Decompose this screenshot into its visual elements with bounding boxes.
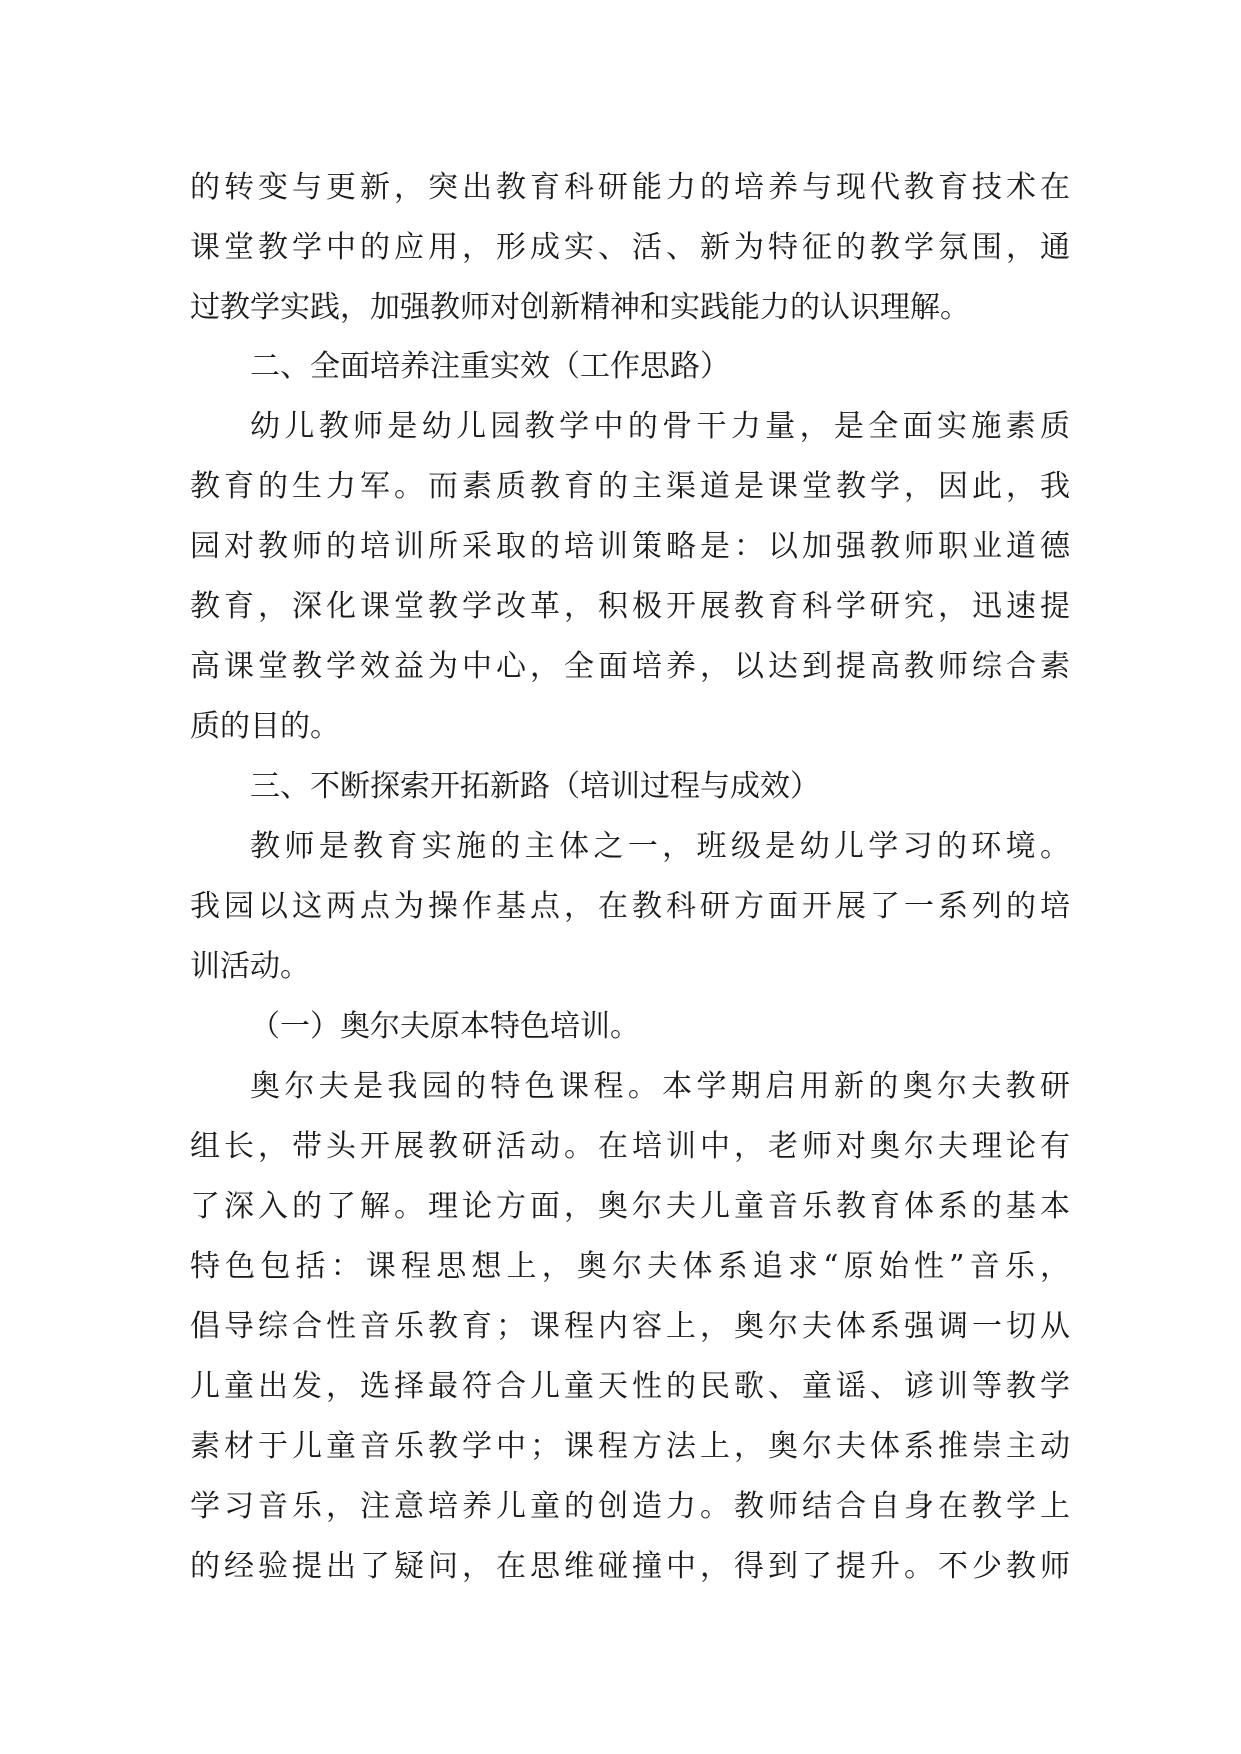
section-heading: 二、全面培养注重实效（工作思路） [250, 349, 730, 384]
paragraph-line: 奥尔夫是我园的特色课程。本学期启用新的奥尔夫教研 [250, 1069, 1070, 1104]
paragraph-line: 幼儿教师是幼儿园教学中的骨干力量，是全面实施素质 [250, 409, 1070, 444]
paragraph-line: 教育，深化课堂教学改革，积极开展教育科学研究，迅速提 [190, 589, 1070, 624]
paragraph-line: 特色包括：课程思想上，奥尔夫体系追求“原始性”音乐， [190, 1249, 1070, 1284]
paragraph-line: 了深入的了解。理论方面，奥尔夫儿童音乐教育体系的基本 [190, 1189, 1070, 1224]
paragraph-line: 教育的生力军。而素质教育的主渠道是课堂教学，因此，我 [190, 469, 1070, 504]
section-heading: 三、不断探索开拓新路（培训过程与成效） [250, 769, 820, 804]
paragraph-line: 倡导综合性音乐教育；课程内容上，奥尔夫体系强调一切从 [190, 1309, 1070, 1344]
paragraph-line: 园对教师的培训所采取的培训策略是：以加强教师职业道德 [190, 529, 1070, 564]
paragraph-line: 训活动。 [190, 949, 310, 984]
paragraph-line: 组长，带头开展教研活动。在培训中，老师对奥尔夫理论有 [190, 1129, 1070, 1164]
paragraph-line: 教师是教育实施的主体之一，班级是幼儿学习的环境。 [250, 829, 1070, 864]
paragraph-line: 高课堂教学效益为中心，全面培养，以达到提高教师综合素 [190, 649, 1070, 684]
paragraph-line: 我园以这两点为操作基点，在教科研方面开展了一系列的培 [190, 889, 1070, 924]
paragraph-line: 的转变与更新，突出教育科研能力的培养与现代教育技术在 [190, 170, 1070, 205]
paragraph-line: 课堂教学中的应用，形成实、活、新为特征的教学氛围，通 [190, 230, 1070, 265]
paragraph-line: 儿童出发，选择最符合儿童天性的民歌、童谣、谚训等教学 [190, 1369, 1070, 1404]
paragraph-line: 质的目的。 [190, 709, 340, 744]
paragraph-line: 过教学实践，加强教师对创新精神和实践能力的认识理解。 [190, 290, 970, 325]
paragraph-line: 素材于儿童音乐教学中；课程方法上，奥尔夫体系推崇主动 [190, 1429, 1070, 1464]
paragraph-line: 学习音乐，注意培养儿童的创造力。教师结合自身在教学上 [190, 1489, 1070, 1524]
subsection-heading: （一）奥尔夫原本特色培训。 [250, 1009, 640, 1044]
paragraph-line: 的经验提出了疑问，在思维碰撞中，得到了提升。不少教师 [190, 1549, 1070, 1584]
